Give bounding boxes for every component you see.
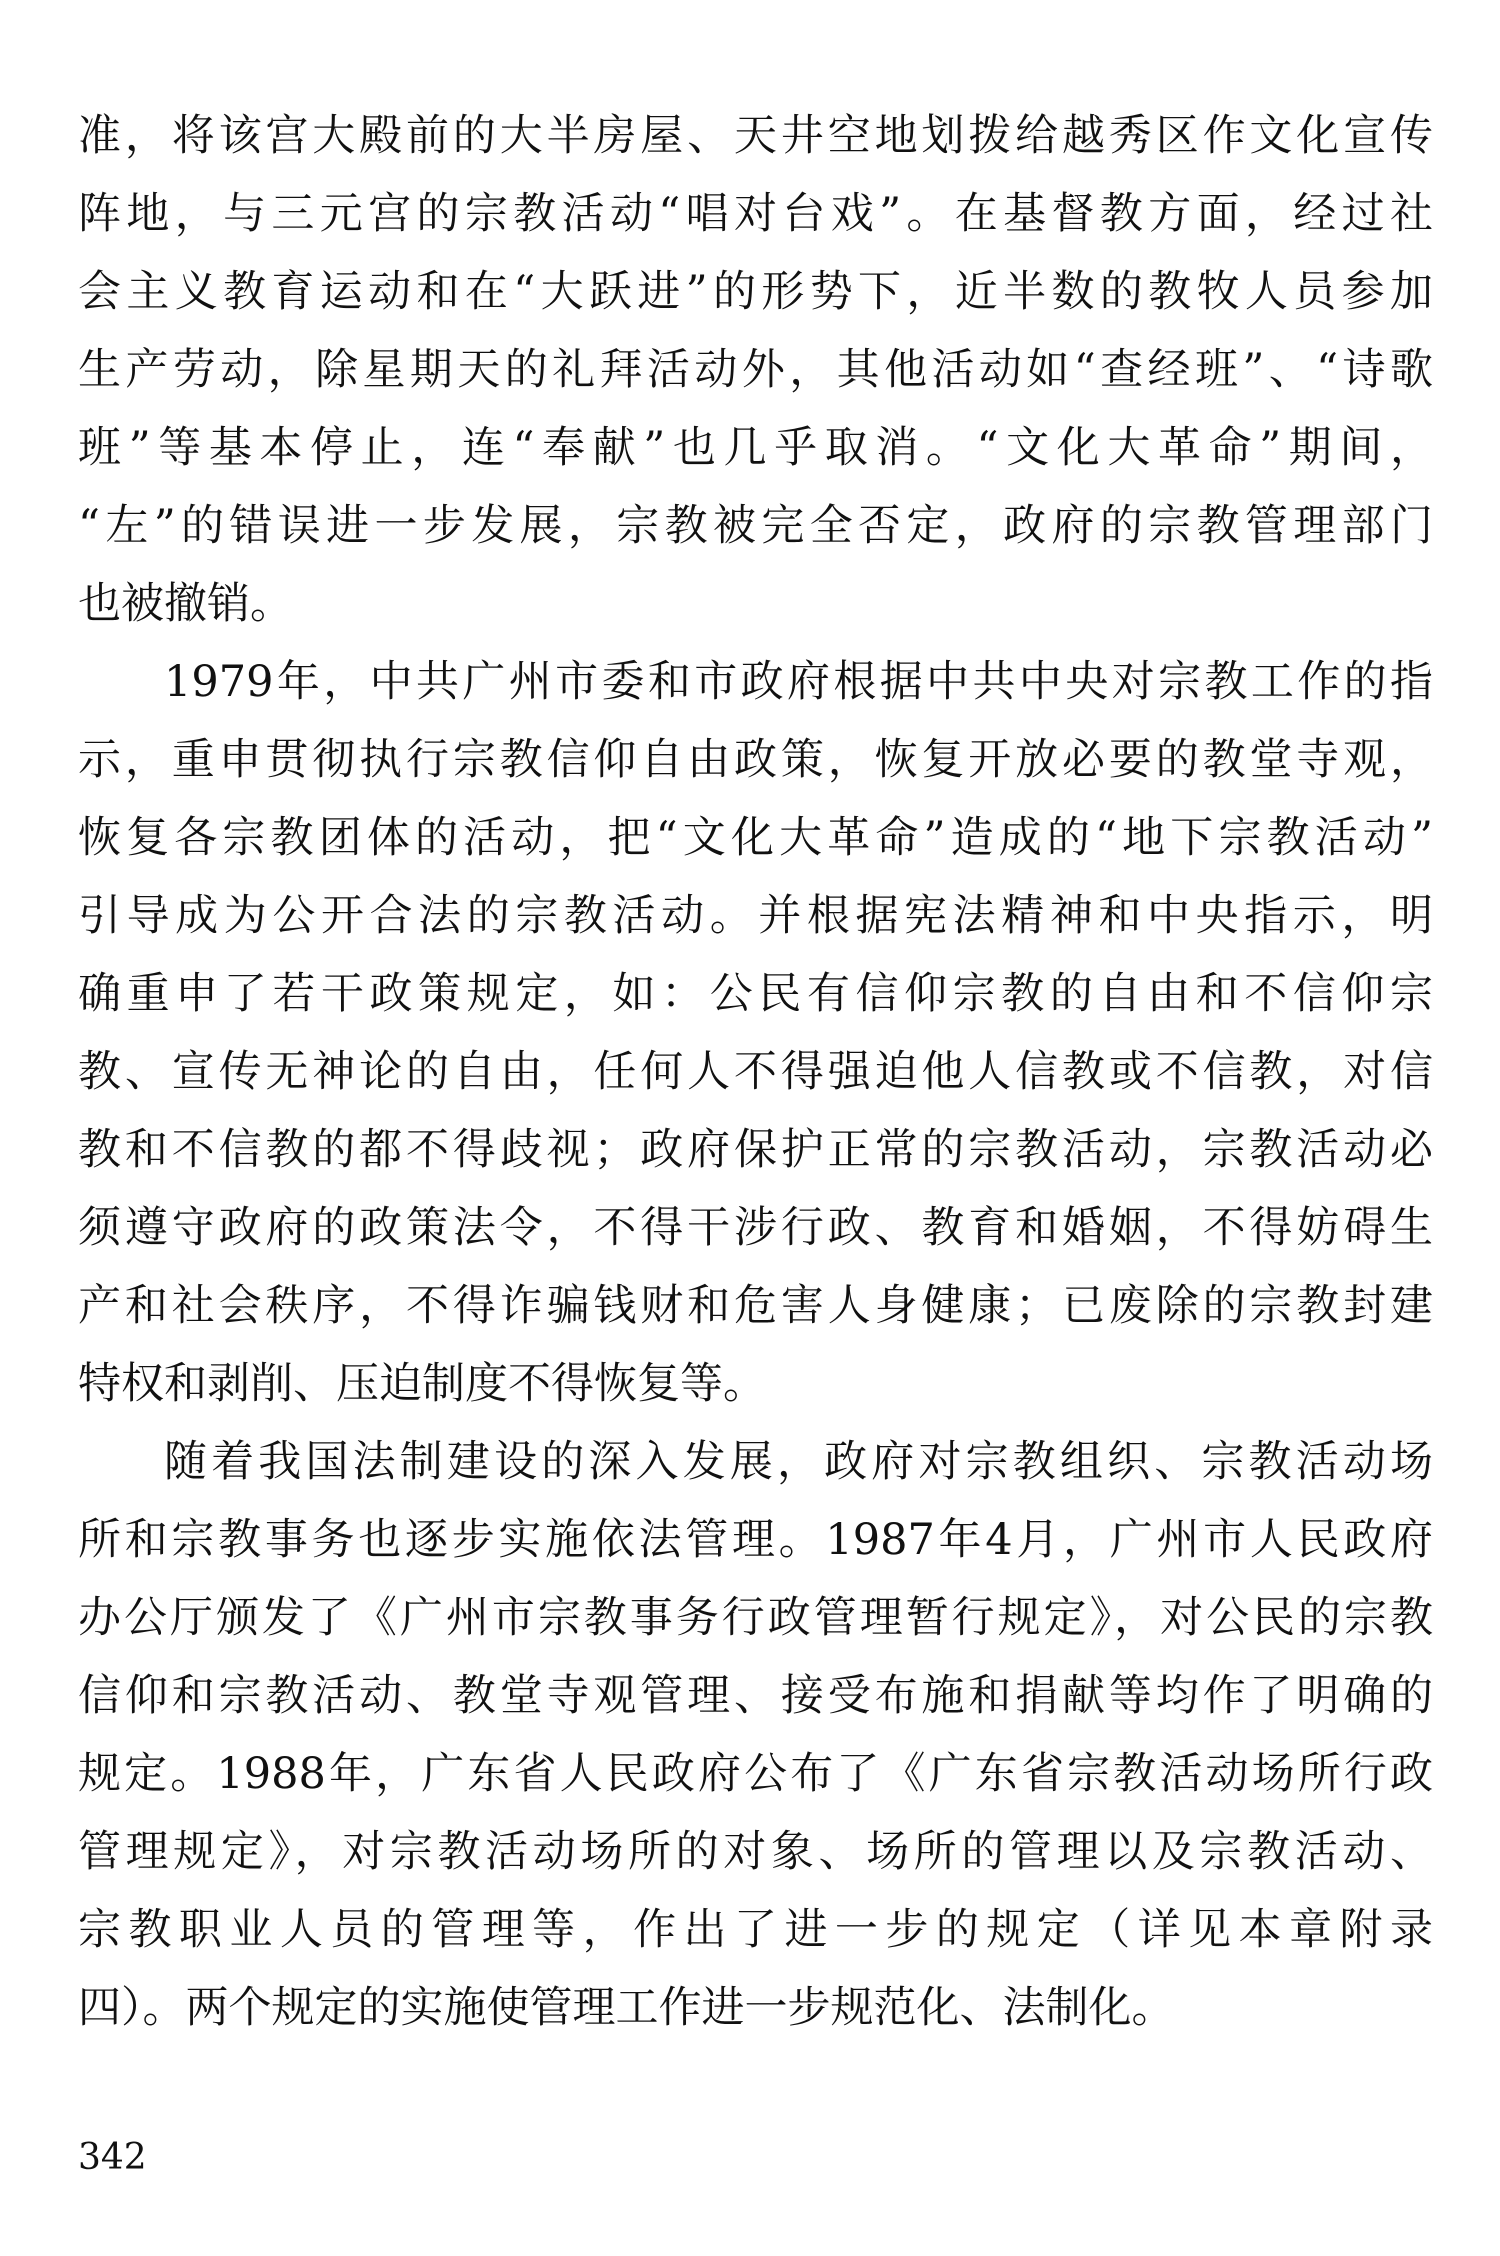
text-line: 引导成为公开合法的宗教活动。并根据宪法精神和中央指示，明 [78,891,1433,941]
text-line: 规定。1988年，广东省人民政府公布了《广东省宗教活动场所行政 [78,1749,1433,1799]
text-line: 所和宗教事务也逐步实施依法管理。1987年4月，广州市人民政府 [78,1515,1433,1565]
text-line: 特权和剥削、压迫制度不得恢复等。 [78,1359,766,1409]
text-line: 教、宣传无神论的自由，任何人不得强迫他人信教或不信教，对信 [78,1047,1433,1097]
text-line: 管理规定》，对宗教活动场所的对象、场所的管理以及宗教活动、 [78,1827,1433,1877]
text-line: 准，将该宫大殿前的大半房屋、天井空地划拨给越秀区作文化宣传 [78,111,1433,161]
body-text [78,97,1433,2047]
text-line: 会主义教育运动和在“大跃进”的形势下，近半数的教牧人员参加 [78,267,1433,317]
text-line: 示，重申贯彻执行宗教信仰自由政策，恢复开放必要的教堂寺观， [78,735,1433,785]
page-number: 342 [78,2137,147,2178]
text-line: 确重申了若干政策规定，如：公民有信仰宗教的自由和不信仰宗 [78,969,1433,1019]
text-line: 班”等基本停止，连“奉献”也几乎取消。“文化大革命”期间， [78,423,1433,473]
text-line: 产和社会秩序，不得诈骗钱财和危害人身健康；已废除的宗教封建 [78,1281,1433,1331]
text-line: 也被撤销。 [78,579,293,629]
text-line: 宗教职业人员的管理等，作出了进一步的规定（详见本章附录 [78,1905,1433,1955]
paragraph [78,97,1433,643]
paragraph [78,1423,1433,2047]
text-line: 教和不信教的都不得歧视；政府保护正常的宗教活动，宗教活动必 [78,1125,1433,1175]
text-line: 生产劳动，除星期天的礼拜活动外，其他活动如“查经班”、“诗歌 [78,345,1433,395]
text-line: 须遵守政府的政策法令，不得干涉行政、教育和婚姻，不得妨碍生 [78,1203,1433,1253]
text-line: “左”的错误进一步发展，宗教被完全否定，政府的宗教管理部门 [78,501,1433,551]
text-line: 阵地，与三元宫的宗教活动“唱对台戏”。在基督教方面，经过社 [78,189,1433,239]
text-line: 随着我国法制建设的深入发展，政府对宗教组织、宗教活动场 [164,1437,1433,1487]
text-line: 办公厅颁发了《广州市宗教事务行政管理暂行规定》，对公民的宗教 [78,1593,1433,1643]
text-line: 1979年，中共广州市委和市政府根据中共中央对宗教工作的指 [164,657,1433,707]
text-line: 信仰和宗教活动、教堂寺观管理、接受布施和捐献等均作了明确的 [78,1671,1433,1721]
text-line: 恢复各宗教团体的活动，把“文化大革命”造成的“地下宗教活动” [78,813,1433,863]
text-line: 四）。两个规定的实施使管理工作进一步规范化、法制化。 [78,1983,1175,2033]
paragraph [78,643,1433,1423]
